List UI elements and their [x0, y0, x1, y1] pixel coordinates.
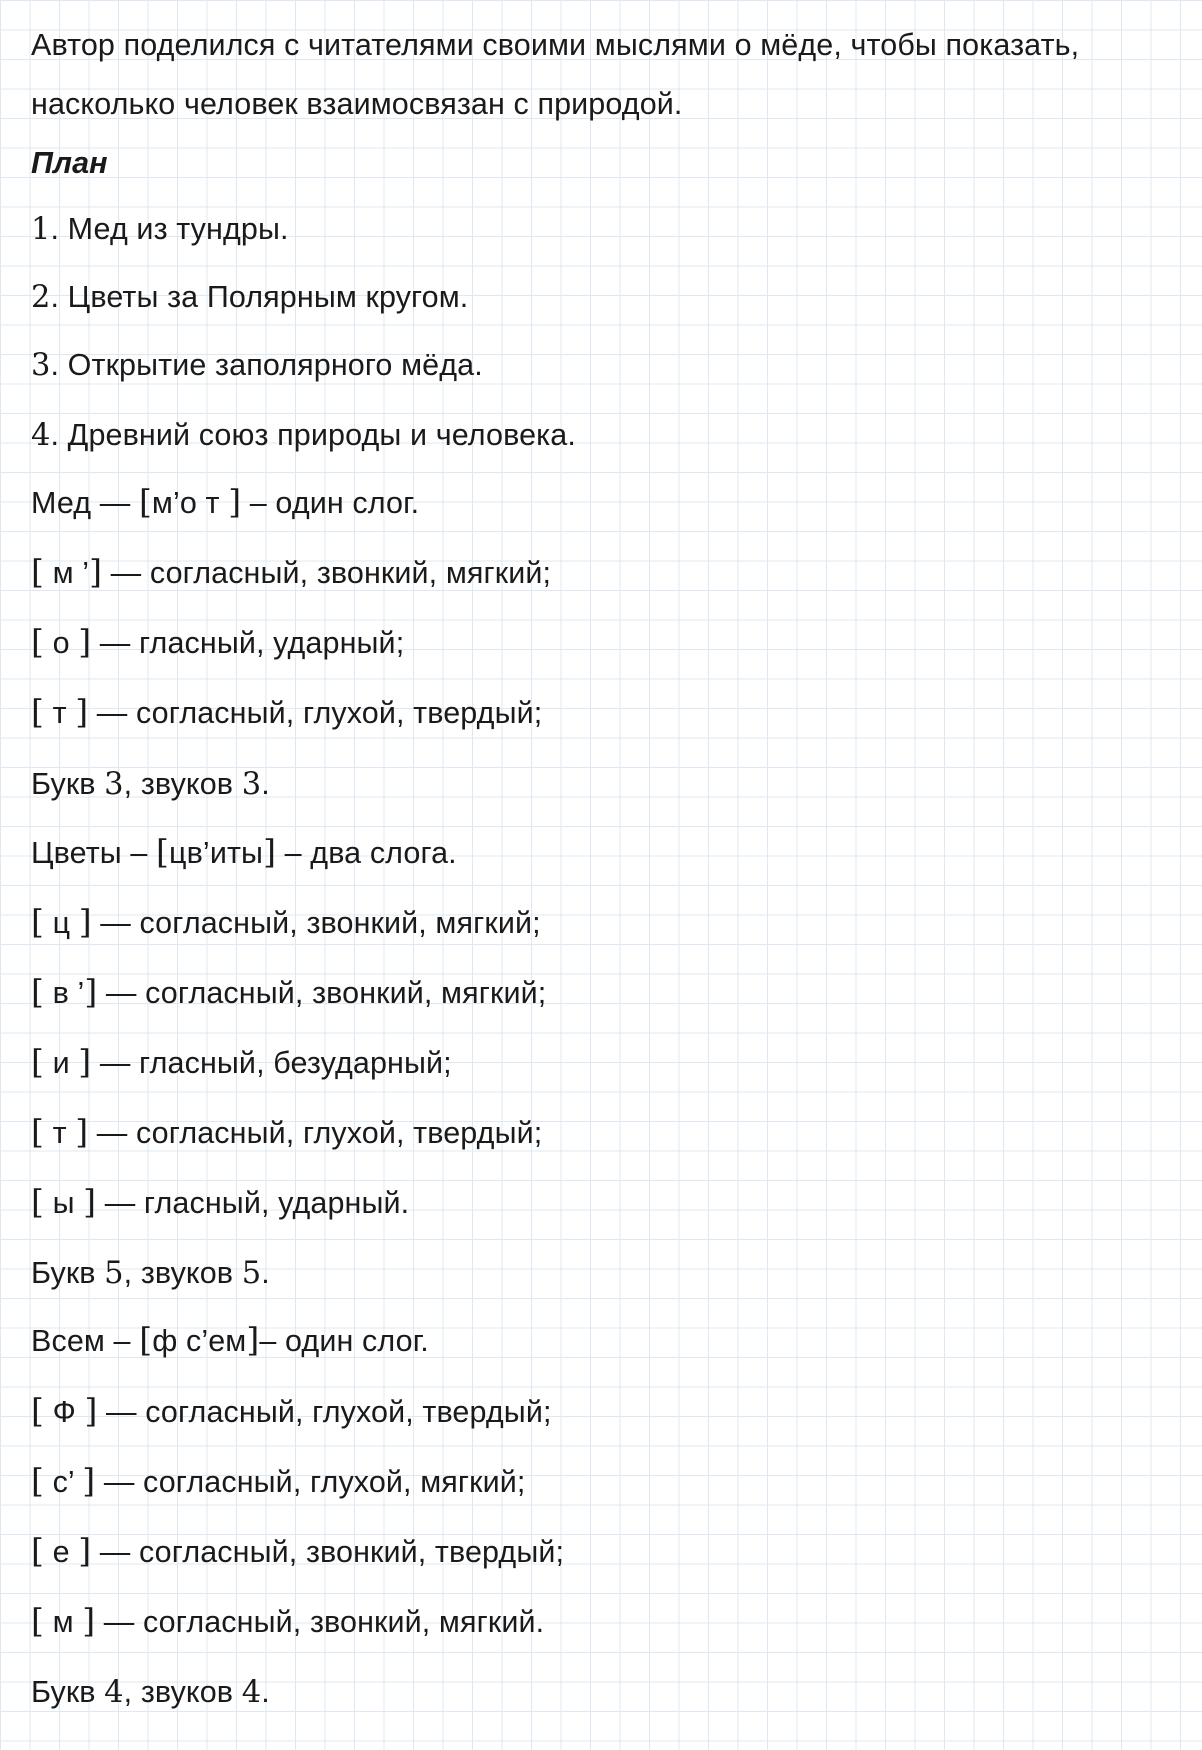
word-summary-med: Букв 3, звуков 3.: [31, 767, 270, 802]
sound-row: [ с’ ] — согласный, глухой, мягкий;: [31, 1461, 526, 1500]
word-summary-tsvety: Букв 5, звуков 5.: [31, 1256, 270, 1291]
plan-item-2: 2. Цветы за Полярным кругом.: [31, 280, 469, 315]
word-header-vsem: Всем – [ф с’ем]– один слог.: [31, 1320, 429, 1359]
word-header-tsvety: Цветы – [цв’иты] – два слога.: [31, 832, 457, 871]
word-summary-vsem: Букв 4, звуков 4.: [31, 1675, 270, 1710]
sound-row: [ Ф ] — согласный, глухой, твердый;: [31, 1391, 552, 1430]
sound-row: [ т ] — согласный, глухой, твердый;: [31, 1112, 543, 1151]
sound-row: [ о ] — гласный, ударный;: [31, 622, 405, 661]
sound-row: [ ц ] — согласный, звонкий, мягкий;: [31, 902, 541, 941]
sound-row: [ м ’] — согласный, звонкий, мягкий;: [31, 552, 552, 591]
sound-row: [ в ’] — согласный, звонкий, мягкий;: [31, 972, 547, 1011]
plan-item-1: 1. Мед из тундры.: [31, 212, 289, 247]
plan-item-3: 3. Открытие заполярного мёда.: [31, 348, 483, 383]
sound-row: [ м ] — согласный, звонкий, мягкий.: [31, 1601, 545, 1640]
plan-item-4: 4. Древний союз природы и человека.: [31, 418, 576, 453]
sound-row: [ т ] — согласный, глухой, твердый;: [31, 692, 543, 731]
intro-line-1: Автор поделился с читателями своими мыслями о мёде, чтобы показать,: [31, 28, 1080, 62]
sound-row: [ ы ] — гласный, ударный.: [31, 1182, 410, 1221]
intro-line-2: насколько человек взаимосвязан с природой.: [31, 87, 683, 121]
plan-heading: План: [31, 146, 108, 180]
word-header-med: Мед — [м’о т ] – один слог.: [31, 482, 420, 521]
sound-row: [ и ] — гласный, безударный;: [31, 1042, 452, 1081]
sound-row: [ е ] — согласный, звонкий, твердый;: [31, 1531, 565, 1570]
